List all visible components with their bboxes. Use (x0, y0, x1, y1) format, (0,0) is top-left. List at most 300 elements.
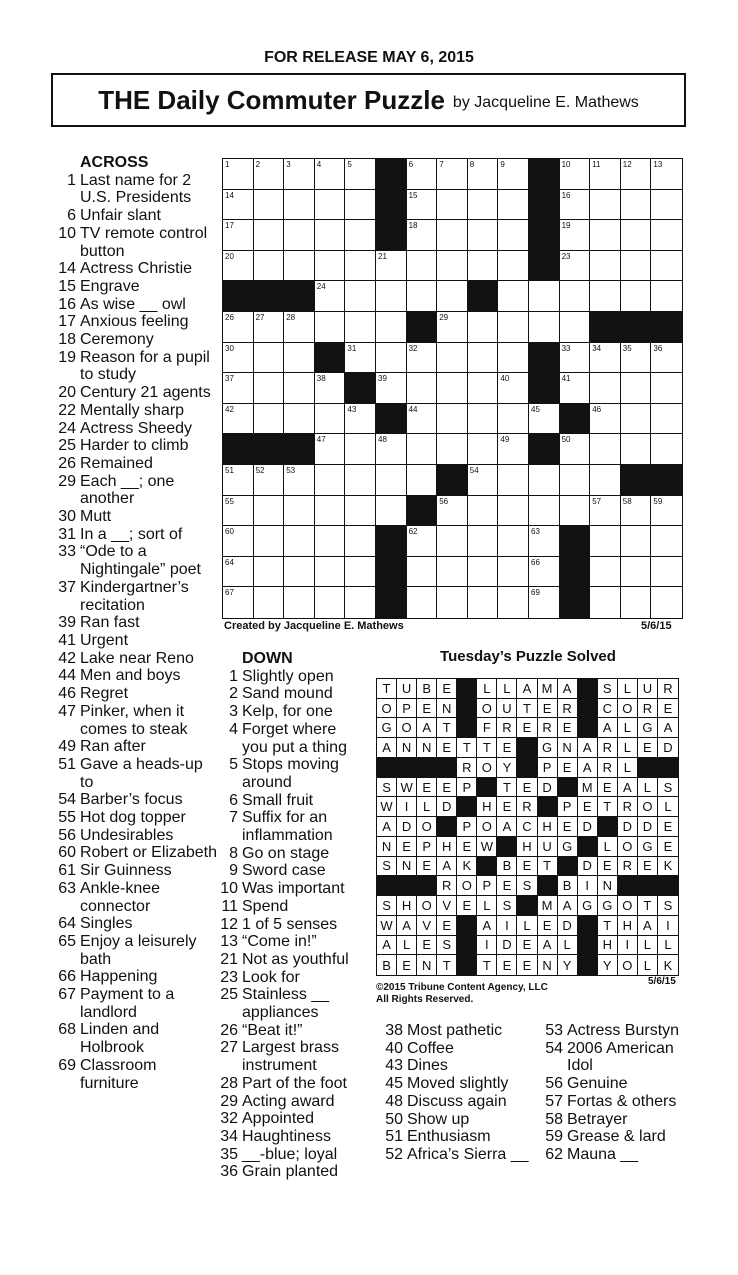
grid-cell[interactable] (590, 373, 621, 404)
grid-cell[interactable] (498, 557, 529, 588)
grid-cell[interactable] (437, 343, 468, 374)
grid-cell[interactable] (315, 220, 346, 251)
cell-number: 28 (286, 313, 296, 322)
grid-cell[interactable] (284, 343, 315, 374)
grid-cell[interactable] (254, 251, 285, 282)
grid-cell[interactable] (651, 281, 682, 312)
grid-cell[interactable] (315, 587, 346, 618)
grid-cell[interactable] (407, 159, 438, 190)
cell-number: 50 (561, 435, 571, 445)
grid-cell[interactable] (437, 312, 468, 343)
grid-cell[interactable] (590, 343, 621, 374)
clue-item (53, 880, 218, 915)
grid-cell[interactable] (254, 343, 285, 374)
solved-grid (376, 678, 679, 976)
grid-cell[interactable] (529, 557, 560, 588)
grid-cell[interactable] (223, 496, 254, 527)
clue-text: Largest brass instrument (242, 1039, 339, 1075)
cell-number: 19 (561, 221, 571, 231)
grid-cell[interactable] (651, 190, 682, 221)
clue-number: 17 (58, 313, 76, 331)
grid-cell[interactable] (621, 557, 652, 588)
grid-cell[interactable] (529, 312, 560, 343)
grid-cell[interactable] (254, 190, 285, 221)
solved-letter: E (558, 718, 578, 738)
grid-cell[interactable] (315, 557, 346, 588)
grid-cell[interactable] (315, 496, 346, 527)
grid-cell[interactable] (254, 220, 285, 251)
created-by: Created by Jacqueline E. Mathews (224, 620, 404, 632)
grid-cell[interactable] (315, 190, 346, 221)
clue-text: Stops moving around (242, 756, 339, 791)
grid-cell[interactable] (560, 312, 591, 343)
grid-cell[interactable] (651, 373, 682, 404)
grid-cell[interactable] (345, 159, 376, 190)
grid-cell[interactable] (590, 587, 621, 618)
grid-cell[interactable] (621, 373, 652, 404)
clue-item (53, 420, 218, 438)
grid-cell[interactable] (468, 220, 499, 251)
black-square (529, 190, 560, 221)
grid-cell[interactable] (560, 190, 591, 221)
grid-cell[interactable] (254, 587, 285, 618)
grid-cell[interactable] (498, 526, 529, 557)
grid-cell[interactable] (437, 404, 468, 435)
solved-letter: S (658, 896, 678, 916)
solved-letter: G (578, 896, 598, 916)
grid-cell[interactable] (315, 373, 346, 404)
grid-cell[interactable] (468, 434, 499, 465)
grid-cell[interactable] (621, 587, 652, 618)
clue-item (53, 738, 218, 756)
clue-item (380, 1022, 530, 1040)
grid-cell[interactable] (468, 404, 499, 435)
clue-text: Happening (80, 968, 158, 986)
grid-cell[interactable] (498, 159, 529, 190)
clue-item (53, 1021, 218, 1056)
solved-black-square (457, 679, 477, 699)
grid-cell[interactable] (223, 557, 254, 588)
grid-cell[interactable] (621, 281, 652, 312)
grid-cell[interactable] (621, 526, 652, 557)
grid-cell[interactable] (590, 404, 621, 435)
clue-item (215, 1093, 365, 1111)
grid-cell[interactable] (498, 496, 529, 527)
clue-text: Reason for a pupil to study (80, 348, 210, 384)
grid-cell[interactable] (529, 526, 560, 557)
solved-letter: T (457, 738, 477, 758)
grid-cell[interactable] (590, 496, 621, 527)
grid-cell[interactable] (407, 281, 438, 312)
grid-cell[interactable] (315, 281, 346, 312)
black-square (376, 404, 407, 435)
cell-number: 61 (378, 527, 387, 537)
clue-item (53, 349, 218, 384)
grid-cell[interactable] (223, 587, 254, 618)
grid-cell[interactable] (345, 496, 376, 527)
grid-cell[interactable] (621, 434, 652, 465)
grid-cell[interactable] (621, 496, 652, 527)
grid-cell[interactable] (437, 587, 468, 618)
grid-cell[interactable] (407, 434, 438, 465)
clue-item (215, 721, 365, 756)
clue-text: Part of the foot (242, 1074, 347, 1092)
grid-cell[interactable] (315, 526, 346, 557)
grid-cell[interactable] (621, 190, 652, 221)
grid-cell[interactable] (345, 404, 376, 435)
clue-item (53, 862, 218, 880)
solved-letter: U (538, 837, 558, 857)
clue-text: Remained (80, 454, 153, 472)
grid-cell[interactable] (254, 557, 285, 588)
grid-cell[interactable] (284, 159, 315, 190)
clue-text: Betrayer (567, 1110, 628, 1128)
grid-cell[interactable] (407, 220, 438, 251)
grid-cell[interactable] (590, 434, 621, 465)
grid-cell[interactable] (560, 281, 591, 312)
grid-cell[interactable] (254, 373, 285, 404)
cell-number: 21 (378, 251, 387, 261)
grid-cell[interactable] (529, 281, 560, 312)
black-square (651, 465, 682, 496)
grid-cell[interactable] (651, 587, 682, 618)
solved-letter: C (517, 817, 537, 837)
grid-cell[interactable] (254, 526, 285, 557)
solved-letter: N (397, 857, 417, 877)
grid-cell[interactable] (284, 190, 315, 221)
grid-cell[interactable] (254, 465, 285, 496)
solved-letter: P (397, 699, 417, 719)
clue-number: 36 (220, 1163, 238, 1181)
grid-cell[interactable] (560, 220, 591, 251)
cell-number: 58 (622, 496, 632, 506)
clue-number: 52 (385, 1145, 403, 1163)
grid-cell[interactable] (590, 281, 621, 312)
grid-cell[interactable] (651, 404, 682, 435)
grid-cell[interactable] (284, 220, 315, 251)
grid-cell[interactable] (437, 159, 468, 190)
black-square (651, 312, 682, 343)
grid-cell[interactable] (407, 343, 438, 374)
grid-cell[interactable] (468, 190, 499, 221)
clue-item (215, 1128, 365, 1146)
grid-cell[interactable] (468, 465, 499, 496)
clue-text: Actress Christie (80, 260, 193, 278)
grid-cell[interactable] (315, 434, 346, 465)
cell-number: 16 (561, 190, 571, 200)
clue-item (215, 862, 365, 880)
solved-black-square (377, 758, 397, 778)
cell-number: 36 (653, 343, 663, 353)
down-clues-continued-2 (540, 1022, 690, 1164)
grid-cell[interactable] (315, 251, 346, 282)
solved-letter: B (417, 679, 437, 699)
cell-number: 55 (225, 496, 234, 506)
grid-cell[interactable] (345, 190, 376, 221)
clue-text: Sir Guinness (80, 862, 172, 880)
solved-black-square (658, 758, 678, 778)
grid-cell[interactable] (223, 159, 254, 190)
grid-cell[interactable] (284, 312, 315, 343)
black-square (315, 343, 346, 374)
grid-cell[interactable] (223, 526, 254, 557)
grid-cell[interactable] (284, 496, 315, 527)
clue-text: Singles (80, 915, 133, 933)
solved-letter: F (477, 718, 497, 738)
clue-item (53, 1057, 218, 1092)
grid-cell[interactable] (468, 496, 499, 527)
solved-letter: E (417, 778, 437, 798)
grid-cell[interactable] (315, 312, 346, 343)
black-square (345, 373, 376, 404)
grid-cell[interactable] (529, 404, 560, 435)
clue-text: “Ode to a Nightingale” poet (80, 543, 201, 579)
clue-item (215, 845, 365, 863)
grid-cell[interactable] (468, 373, 499, 404)
grid-cell[interactable] (223, 312, 254, 343)
solved-black-square (397, 876, 417, 896)
clue-item (53, 791, 218, 809)
solved-letter: D (538, 778, 558, 798)
clue-number: 16 (58, 295, 76, 313)
clue-text: Slightly open (242, 667, 334, 685)
across-heading: ACROSS (80, 154, 149, 171)
grid-cell[interactable] (284, 251, 315, 282)
cell-number: 18 (408, 221, 418, 231)
clue-number: 26 (220, 1021, 238, 1039)
grid-cell[interactable] (284, 526, 315, 557)
clue-item (215, 880, 365, 898)
grid-cell[interactable] (345, 587, 376, 618)
grid-cell[interactable] (468, 343, 499, 374)
grid-cell[interactable] (590, 251, 621, 282)
grid-cell[interactable] (437, 496, 468, 527)
clue-item (53, 526, 218, 544)
grid-cell[interactable] (223, 404, 254, 435)
grid-cell[interactable] (407, 190, 438, 221)
grid-cell[interactable] (407, 526, 438, 557)
grid-cell[interactable] (651, 557, 682, 588)
grid-cell[interactable] (376, 281, 407, 312)
grid-cell[interactable] (345, 526, 376, 557)
grid-cell[interactable] (437, 281, 468, 312)
grid-cell[interactable] (376, 434, 407, 465)
clue-item (380, 1057, 530, 1075)
grid-cell[interactable] (560, 251, 591, 282)
grid-cell[interactable] (437, 251, 468, 282)
grid-cell[interactable] (651, 159, 682, 190)
solved-letter: O (417, 817, 437, 837)
grid-cell[interactable] (407, 587, 438, 618)
clue-item (53, 809, 218, 827)
solved-letter: E (437, 738, 457, 758)
solved-letter: N (417, 955, 437, 975)
grid-cell[interactable] (254, 404, 285, 435)
solved-letter: L (638, 936, 658, 956)
grid-cell[interactable] (590, 465, 621, 496)
black-square (284, 434, 315, 465)
grid-cell[interactable] (345, 251, 376, 282)
solved-letter: R (457, 758, 477, 778)
grid-cell[interactable] (223, 373, 254, 404)
grid-cell[interactable] (437, 557, 468, 588)
solved-letter: S (598, 679, 618, 699)
grid-cell[interactable] (468, 557, 499, 588)
grid-cell[interactable] (529, 587, 560, 618)
grid-cell[interactable] (498, 190, 529, 221)
grid-cell[interactable] (284, 557, 315, 588)
black-square (529, 159, 560, 190)
solved-black-square (457, 718, 477, 738)
clue-number: 27 (220, 1039, 238, 1057)
solved-letter: V (437, 896, 457, 916)
grid-cell[interactable] (651, 343, 682, 374)
grid-cell[interactable] (651, 526, 682, 557)
solved-letter: G (638, 837, 658, 857)
grid-cell[interactable] (590, 557, 621, 588)
grid-cell[interactable] (407, 465, 438, 496)
cell-number: 1 (225, 160, 230, 169)
solved-letter: E (457, 837, 477, 857)
grid-cell[interactable] (498, 465, 529, 496)
grid-cell[interactable] (651, 220, 682, 251)
cell-number: 67 (225, 588, 234, 598)
solved-letter: S (437, 936, 457, 956)
grid-cell[interactable] (284, 373, 315, 404)
grid-cell[interactable] (376, 373, 407, 404)
grid-cell[interactable] (284, 587, 315, 618)
grid-cell[interactable] (621, 404, 652, 435)
grid-cell[interactable] (590, 190, 621, 221)
down-heading: DOWN (242, 650, 293, 667)
clue-item (540, 1022, 690, 1040)
cell-number: 52 (255, 466, 265, 475)
grid-cell[interactable] (376, 251, 407, 282)
grid-cell[interactable] (223, 251, 254, 282)
solved-letter: L (558, 936, 578, 956)
grid-cell[interactable] (651, 496, 682, 527)
grid-cell[interactable] (621, 220, 652, 251)
grid-cell[interactable] (345, 434, 376, 465)
clue-text: Africa’s Sierra __ (407, 1145, 529, 1163)
grid-cell[interactable] (345, 465, 376, 496)
grid-cell[interactable] (284, 465, 315, 496)
grid-cell[interactable] (437, 373, 468, 404)
grid-cell[interactable] (468, 587, 499, 618)
solved-letter: A (538, 936, 558, 956)
grid-cell[interactable] (254, 159, 285, 190)
grid-cell[interactable] (376, 343, 407, 374)
solved-letter: E (437, 916, 457, 936)
grid-cell[interactable] (468, 526, 499, 557)
grid-cell[interactable] (376, 465, 407, 496)
clue-item (53, 172, 218, 207)
grid-cell[interactable] (315, 159, 346, 190)
grid-cell[interactable] (560, 496, 591, 527)
clue-text: Fortas & others (567, 1092, 677, 1110)
solved-letter: A (497, 817, 517, 837)
grid-cell[interactable] (437, 220, 468, 251)
grid-cell[interactable] (376, 312, 407, 343)
grid-cell[interactable] (223, 220, 254, 251)
grid-cell[interactable] (407, 251, 438, 282)
grid-cell[interactable] (560, 373, 591, 404)
grid-cell[interactable] (529, 465, 560, 496)
solved-letter: K (658, 857, 678, 877)
grid-cell[interactable] (468, 159, 499, 190)
solved-letter: E (397, 955, 417, 975)
grid-cell[interactable] (560, 465, 591, 496)
grid-cell[interactable] (223, 465, 254, 496)
grid-cell[interactable] (651, 251, 682, 282)
grid-cell[interactable] (345, 281, 376, 312)
black-square (407, 312, 438, 343)
grid-cell[interactable] (621, 159, 652, 190)
cell-number: 32 (408, 343, 418, 353)
grid-cell[interactable] (498, 434, 529, 465)
grid-cell[interactable] (223, 343, 254, 374)
grid-cell[interactable] (437, 526, 468, 557)
grid-cell[interactable] (590, 220, 621, 251)
grid-cell[interactable] (651, 434, 682, 465)
grid-cell[interactable] (590, 526, 621, 557)
grid-cell[interactable] (407, 373, 438, 404)
grid-cell[interactable] (315, 465, 346, 496)
grid-cell[interactable] (315, 404, 346, 435)
grid-cell[interactable] (498, 587, 529, 618)
grid-cell[interactable] (590, 159, 621, 190)
grid-cell[interactable] (529, 496, 560, 527)
grid-cell[interactable] (621, 251, 652, 282)
grid-cell[interactable] (468, 251, 499, 282)
grid-cell[interactable] (468, 312, 499, 343)
grid-cell[interactable] (376, 496, 407, 527)
grid-cell[interactable] (407, 557, 438, 588)
clue-text: As wise __ owl (80, 295, 186, 313)
grid-cell[interactable] (498, 404, 529, 435)
clue-item (53, 225, 218, 260)
grid-cell[interactable] (560, 343, 591, 374)
grid-cell[interactable] (284, 404, 315, 435)
clue-number: 51 (58, 755, 76, 773)
grid-cell[interactable] (498, 343, 529, 374)
grid-cell[interactable] (437, 190, 468, 221)
solved-black-square (638, 876, 658, 896)
black-square (223, 281, 254, 312)
grid-cell[interactable] (223, 190, 254, 221)
grid-cell[interactable] (560, 434, 591, 465)
grid-cell[interactable] (498, 312, 529, 343)
grid-cell[interactable] (498, 220, 529, 251)
clue-item (215, 951, 365, 969)
grid-cell[interactable] (498, 281, 529, 312)
grid-cell[interactable] (498, 251, 529, 282)
grid-cell[interactable] (621, 343, 652, 374)
grid-cell[interactable] (560, 159, 591, 190)
grid-cell[interactable] (345, 557, 376, 588)
clue-text: Haughtiness (242, 1127, 331, 1145)
grid-cell[interactable] (437, 434, 468, 465)
grid-cell[interactable] (345, 312, 376, 343)
black-square (560, 404, 591, 435)
grid-cell[interactable] (254, 312, 285, 343)
grid-cell[interactable] (498, 373, 529, 404)
grid-cell[interactable] (345, 220, 376, 251)
grid-cell[interactable] (407, 404, 438, 435)
grid-cell[interactable] (345, 343, 376, 374)
grid-cell[interactable] (254, 496, 285, 527)
solved-letter: Y (497, 758, 517, 778)
